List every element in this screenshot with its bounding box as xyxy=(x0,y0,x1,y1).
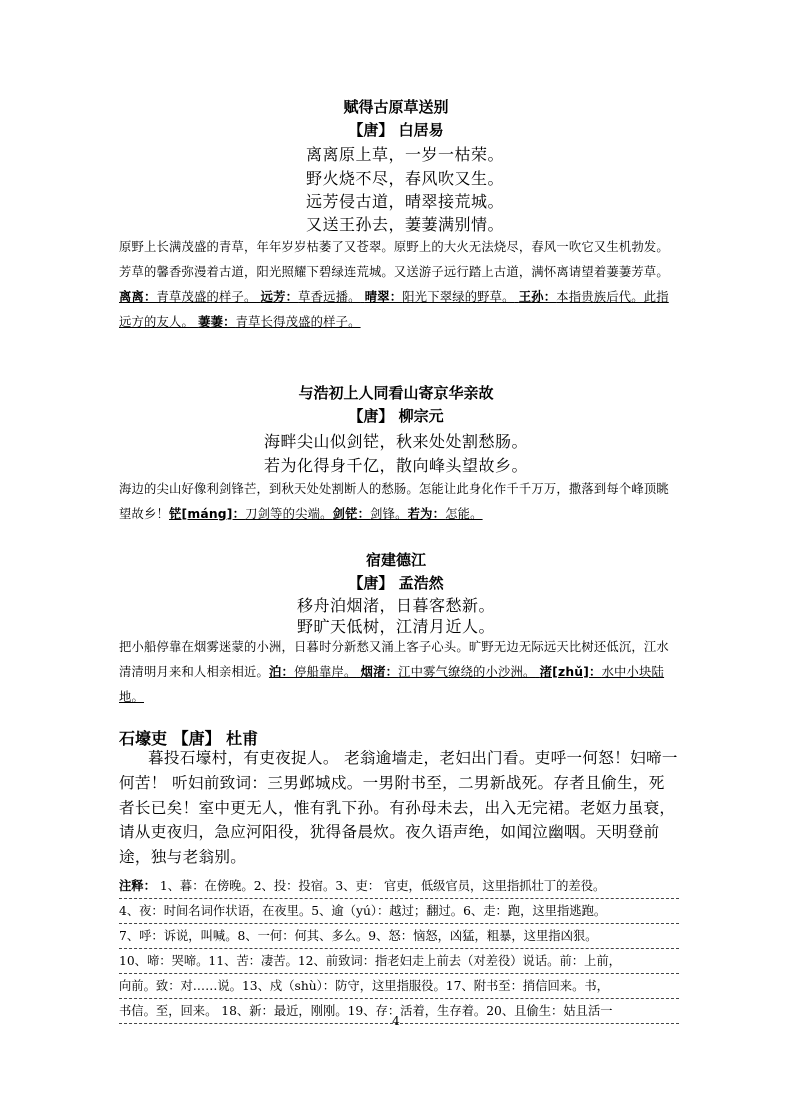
poem3-line-2: 野旷天低树，江清月近人。 xyxy=(296,617,495,636)
poem1-translation xyxy=(119,235,679,335)
note-def: 停船靠岸。 xyxy=(293,665,357,679)
notes-line: 4、夜：时间名词作状语，在夜里。5、逾（yú）：越过；翻过。6、走：跑，这里指逃跑。 xyxy=(119,899,679,924)
poem3-title: 宿建德江 xyxy=(365,551,426,569)
poem1-title: 赋得古原草送别 xyxy=(343,98,449,116)
poem1-line-1: 离离原上草，一岁一枯荣。 xyxy=(305,145,504,164)
notes-line xyxy=(119,874,679,899)
poem1-line-4: 又送王孙去，萋萋满别情。 xyxy=(305,215,504,234)
poem4-text: 暮投石壕村，有吏夜捉人。 老翁逾墙走，老妇出门看。吏呼一何怒！妇啼一何苦！ 听妇前致词：三男邺城戍。一男附书至，二男新战死。存者且偷生，死者长已矣！室中更无人，惟有乳下孙。有孙母未去，出入无完裙。老妪力虽衰，请从吏夜归，急应河阳役，犹得备晨炊。夜久语声绝，如闻泣幽咽。天明登前途，独与老翁别。 xyxy=(119,749,678,867)
note-def: 水中小块陆地。 xyxy=(119,665,665,704)
poem1-translation-text: 原野上长满茂盛的青草，年年岁岁枯萎了又苍翠。原野上的大火无法烧尽，春风一吹它又生机勃发。芳草的馨香弥漫着古道，阳光照耀下碧绿连荒城。又送游子远行踏上古道，满怀离请望着萋萋芳草。 xyxy=(119,240,669,279)
page-number: 4 xyxy=(392,1014,400,1028)
note-def: 怎能。 xyxy=(445,507,483,521)
notes-label: 注释： xyxy=(119,879,156,893)
poem2-line-1: 海畔尖山似剑铓，秋来处处割愁肠。 xyxy=(263,432,528,451)
note-def: 本指贵族后代。此指远方的友人。 xyxy=(119,290,669,329)
note-term: 若为： xyxy=(407,507,446,521)
note-def: 阳光下翠绿的野草。 xyxy=(402,290,515,304)
poem3-translation-text: 把小船停靠在烟雾迷蒙的小洲，日暮时分新愁又涌上客子心头。旷野无边无际远天比树还低沉，江水清清明月来和人相亲相近。 xyxy=(119,640,669,679)
poem4-notes xyxy=(119,874,679,1024)
notes-line: 7、呼：诉说，叫喊。8、一何：何其、多么。9、怒：恼怒，凶猛，粗暴，这里指凶狠。 xyxy=(119,924,679,949)
note-term: 剑铓： xyxy=(332,507,371,521)
note-term: 王孙： xyxy=(518,290,557,304)
note-term: 晴翠： xyxy=(364,290,403,304)
poem2-translation-text: 海边的尖山好像利剑锋芒，到秋天处处割断人的愁肠。怎能让此身化作千千万万，撒落到每个峰顶眺望故乡！ xyxy=(119,482,669,521)
poem1-notes xyxy=(119,290,669,329)
note-def: 刀剑等的尖端。 xyxy=(245,507,333,521)
note-term: 泊： xyxy=(268,665,294,679)
note-term: 远芳： xyxy=(260,290,299,304)
poem2-translation xyxy=(119,477,679,527)
poem1-author: 【唐】 白居易 xyxy=(348,121,444,139)
poem3-author: 【唐】 孟浩然 xyxy=(348,574,444,592)
notes-line: 向前。致：对……说。13、戍（shù）：防守，这里指服役。17、附书至：捎信回来。书， xyxy=(119,974,679,999)
note-term: 烟渚： xyxy=(360,665,399,679)
note-def: 江中雾气缭绕的小沙洲。 xyxy=(398,665,536,679)
notes-line-text: 1、暮：在傍晚。2、投：投宿。3、吏： 官吏，低级官员，这里指抓壮丁的差役。 xyxy=(155,879,606,893)
notes-line: 书信。至，回来。 18、新：最近，刚刚。19、存：活着，生存着。20、且偷生：姑且活一 xyxy=(119,999,679,1024)
poem3-translation xyxy=(119,635,679,710)
notes-line: 10、啼：哭啼。11、苦：凄苦。12、前致词：指老妇走上前去（对差役）说话。前：上前， xyxy=(119,949,679,974)
poem2-line-2: 若为化得身千亿，散向峰头望故乡。 xyxy=(263,456,528,475)
note-def: 草香远播。 xyxy=(298,290,361,304)
poem2-author: 【唐】 柳宗元 xyxy=(348,407,444,425)
poem2-notes xyxy=(169,507,483,521)
note-term: 铓[máng]： xyxy=(169,507,246,521)
note-def: 青草茂盛的样子。 xyxy=(156,290,257,304)
note-def: 剑锋。 xyxy=(370,507,408,521)
note-def: 青草长得茂盛的样子。 xyxy=(235,315,361,329)
poem2-title: 与浩初上人同看山寄京华亲故 xyxy=(298,384,494,402)
note-term: 离离： xyxy=(119,290,157,304)
poem3-line-1: 移舟泊烟渚，日暮客愁新。 xyxy=(296,596,495,615)
poem1-line-2: 野火烧不尽，春风吹又生。 xyxy=(305,169,504,188)
note-term: 萋萋： xyxy=(198,315,236,329)
poem1-line-3: 远芳侵古道，晴翠接荒城。 xyxy=(305,192,504,211)
poem4-heading: 石壕吏 【唐】 杜甫 xyxy=(119,729,259,748)
note-term: 渚[zhǔ]： xyxy=(539,665,602,679)
